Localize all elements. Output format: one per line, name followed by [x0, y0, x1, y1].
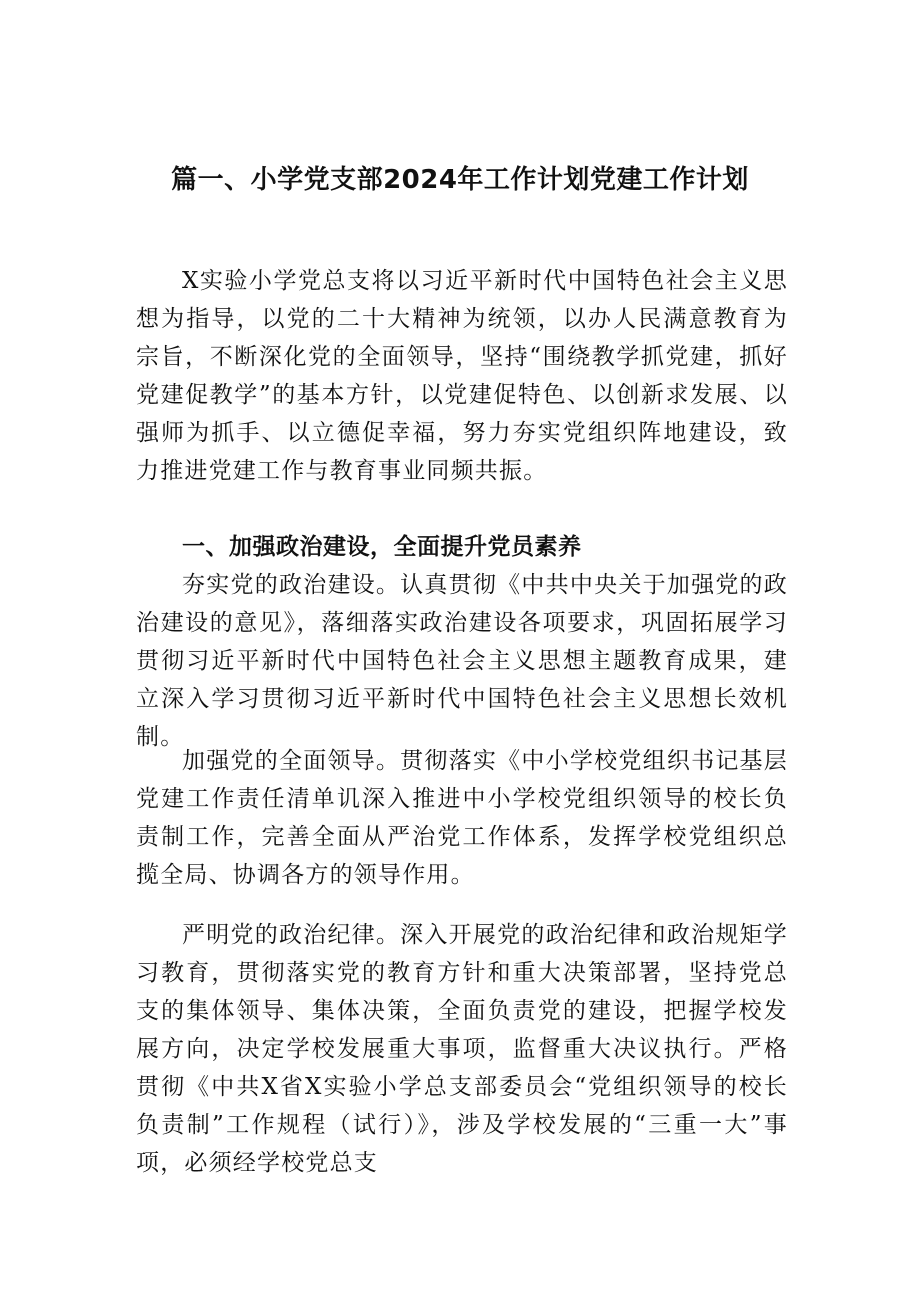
- body-paragraph-discipline: 严明党的政治纪律。深入开展党的政治纪律和政治规矩学习教育，贯彻落实党的教育方针和重大决策部署，坚持党总支的集体领导、集体决策，全面负责党的建设，把握学校发展方向，决定学校发展重大事项，监督重大决议执行。严格贯彻《中共X省X实验小学总支部委员会“党组织领导的校长负责制”工作规程（试行）》，涉及学校发展的“三重一大”事项，必须经学校党总支: [136, 922, 788, 1176]
- paragraph-block-discipline: [136, 916, 788, 1182]
- section-1-block: [136, 528, 788, 756]
- paragraph-block-leadership: [136, 742, 788, 894]
- intro-block: [136, 262, 788, 490]
- body-paragraph-political-construction: 夯实党的政治建设。认真贯彻《中共中央关于加强党的政治建设的意见》，落细落实政治建设各项要求，巩固拓展学习贯彻习近平新时代中国特色社会主义思想主题教育成果，建立深入学习贯彻习近平新时代中国特色社会主义思想长效机制。: [136, 572, 788, 750]
- section-1-heading: 一、加强政治建设，全面提升党员素养: [182, 534, 582, 560]
- document-title: 篇一、小学党支部2024年工作计划党建工作计划: [171, 165, 749, 195]
- body-paragraph-leadership: 加强党的全面领导。贯彻落实《中小学校党组织书记基层党建工作责任清单讥深入推进中小学校党组织领导的校长负责制工作，完善全面从严治党工作体系，发挥学校党组织总揽全局、协调各方的领导作用。: [136, 748, 788, 888]
- intro-paragraph: X实验小学党总支将以习近平新时代中国特色社会主义思想为指导，以党的二十大精神为统领，以办人民满意教育为宗旨，不断深化党的全面领导，坚持“围绕教学抓党建，抓好党建促教学”的基本方针，以党建促特色、以创新求发展、以强师为抓手、以立德促幸福，努力夯实党组织阵地建设，致力推进党建工作与教育事业同频共振。: [136, 268, 788, 484]
